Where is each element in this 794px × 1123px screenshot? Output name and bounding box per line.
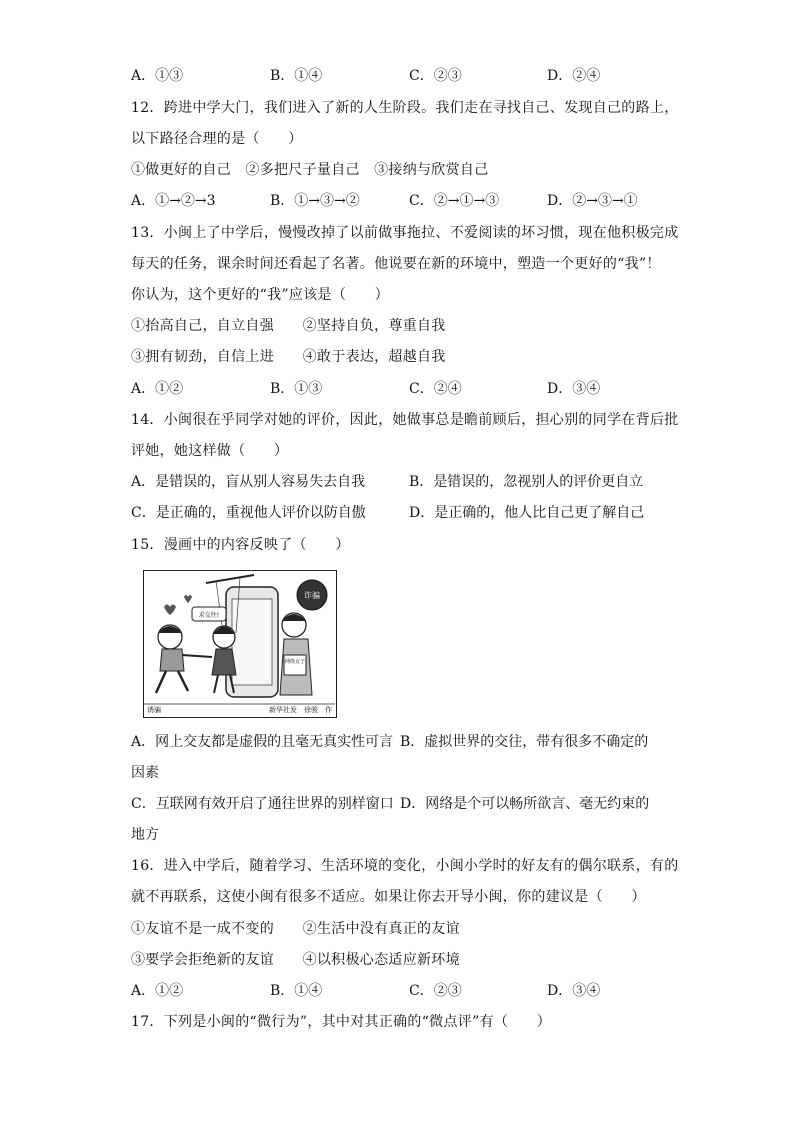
q12-option-d: D．②→③→① — [547, 193, 638, 209]
q13-items-line1: ①抬高自己，自立自强 ②坚持自负，尊重自我 — [131, 318, 446, 334]
puppet-girl-dress — [212, 649, 236, 675]
q12-items: ①做更好的自己 ②多把尺子量自己 ③接纳与欣赏自己 — [131, 162, 489, 178]
heart-icon — [184, 595, 192, 603]
q13-option-c: C．②④ — [409, 381, 462, 397]
q12-option-b: B．①→③→② — [270, 193, 360, 209]
comic-right-caption: 新华社发 徐骏 作 — [269, 706, 332, 714]
q16-option-b: B．①④ — [270, 983, 323, 999]
q16-items-line1: ①友谊不是一成不变的 ②生活中没有真正的友谊 — [131, 921, 460, 937]
boy-hair — [158, 626, 182, 633]
boy-leg — [156, 671, 166, 693]
q16-items-line2: ③要学会拒绝新的友谊 ④以积极心态适应新环境 — [131, 952, 460, 968]
q16-option-a: A．①② — [131, 983, 184, 999]
q14-option-d: D．是正确的，他人比自己更了解自己 — [409, 505, 645, 521]
boy-arm — [182, 655, 212, 657]
q14-option-c: C．是正确的，重视他人评价以防自傲 — [131, 505, 366, 521]
q12-option-a: A．①→②→3 — [131, 193, 216, 209]
q15-option-c: C．互联网有效开启了通往世界的别样窗口 — [131, 796, 394, 812]
boy-leg — [178, 671, 188, 691]
scammer-sign-text: 网络女子 — [284, 659, 306, 665]
q11-option-d: D．②④ — [547, 68, 601, 84]
q12-stem-line1: 12．跨进中学大门，我们进入了新的人生阶段。我们走在寻找自己、发现自己的路上， — [131, 100, 679, 116]
q16-option-c: C．②③ — [409, 983, 462, 999]
q15-option-d-line2: 地方 — [131, 827, 159, 843]
scammer-sign — [284, 655, 306, 675]
q12-stem-line2: 以下路径合理的是（ ） — [131, 131, 303, 147]
q15-option-b-line2: 因素 — [131, 765, 159, 781]
q11-option-b: B．①④ — [270, 68, 323, 84]
q13-option-d: D．③④ — [547, 381, 601, 397]
q13-items-line2: ③拥有韧劲，自信上进 ④敢于表达，超越自我 — [131, 349, 446, 365]
q13-stem-line2: 每天的任务，课余时间还看起了名著。他说要在新的环境中，塑造一个更好的“我”！ — [131, 256, 661, 272]
q15-option-b-line1: B．虚拟世界的交往，带有很多不确定的 — [400, 734, 649, 750]
comic-illustration — [143, 570, 337, 718]
q11-option-c: C．②③ — [409, 68, 462, 84]
q14-stem-line2: 评她，她这样做（ ） — [131, 443, 289, 459]
q15-stem: 15．漫画中的内容反映了（ ） — [131, 537, 350, 553]
speech-bubble-text: 求交往! — [198, 612, 220, 619]
comic-left-caption: 诱骗 — [147, 706, 161, 714]
puppet-girl-leg — [214, 675, 218, 693]
q16-stem-line1: 16．进入中学后，随着学习、生活环境的变化，小闽小学时的好友有的偶尔联系，有的 — [131, 858, 679, 874]
phone-screen — [232, 599, 272, 685]
q14-option-a: A．是错误的，盲从别人容易失去自我 — [131, 474, 366, 490]
boy-body — [160, 649, 184, 671]
q13-option-b: B．①③ — [270, 381, 323, 397]
q13-stem-line1: 13．小闽上了中学后，慢慢改掉了以前做事拖拉、不爱阅读的坏习惯，现在他积极完成 — [131, 225, 679, 241]
heart-icon — [164, 605, 176, 616]
q12-option-c: C．②→①→③ — [409, 193, 500, 209]
q14-stem-line1: 14．小闽很在乎同学对她的评价，因此，她做事总是瞻前顾后，担心别的同学在背后批 — [131, 412, 679, 428]
q17-stem: 17．下列是小闽的“微行为”，其中对其正确的“微点评”有（ ） — [131, 1014, 552, 1030]
puppet-bar — [206, 575, 254, 583]
q14-option-b: B．是错误的，忽视别人的评价更自立 — [409, 474, 644, 490]
q16-stem-line2: 就不再联系，这使小闽有很多不适应。如果让你去开导小闽，你的建议是（ ） — [131, 889, 646, 905]
scammer-hair — [282, 614, 306, 621]
q11-option-a: A．①③ — [131, 68, 184, 84]
q13-option-a: A．①② — [131, 381, 184, 397]
q16-option-d: D．③④ — [547, 983, 601, 999]
scam-badge-text: 诈骗 — [304, 591, 320, 600]
comic-drawing — [144, 571, 335, 716]
q15-option-d-line1: D．网络是个可以畅所欲言、毫无约束的 — [400, 796, 650, 812]
q15-option-a: A．网上交友都是虚假的且毫无真实性可言 — [131, 734, 394, 750]
q13-stem-line3: 你认为，这个更好的“我”应该是（ ） — [131, 287, 390, 303]
